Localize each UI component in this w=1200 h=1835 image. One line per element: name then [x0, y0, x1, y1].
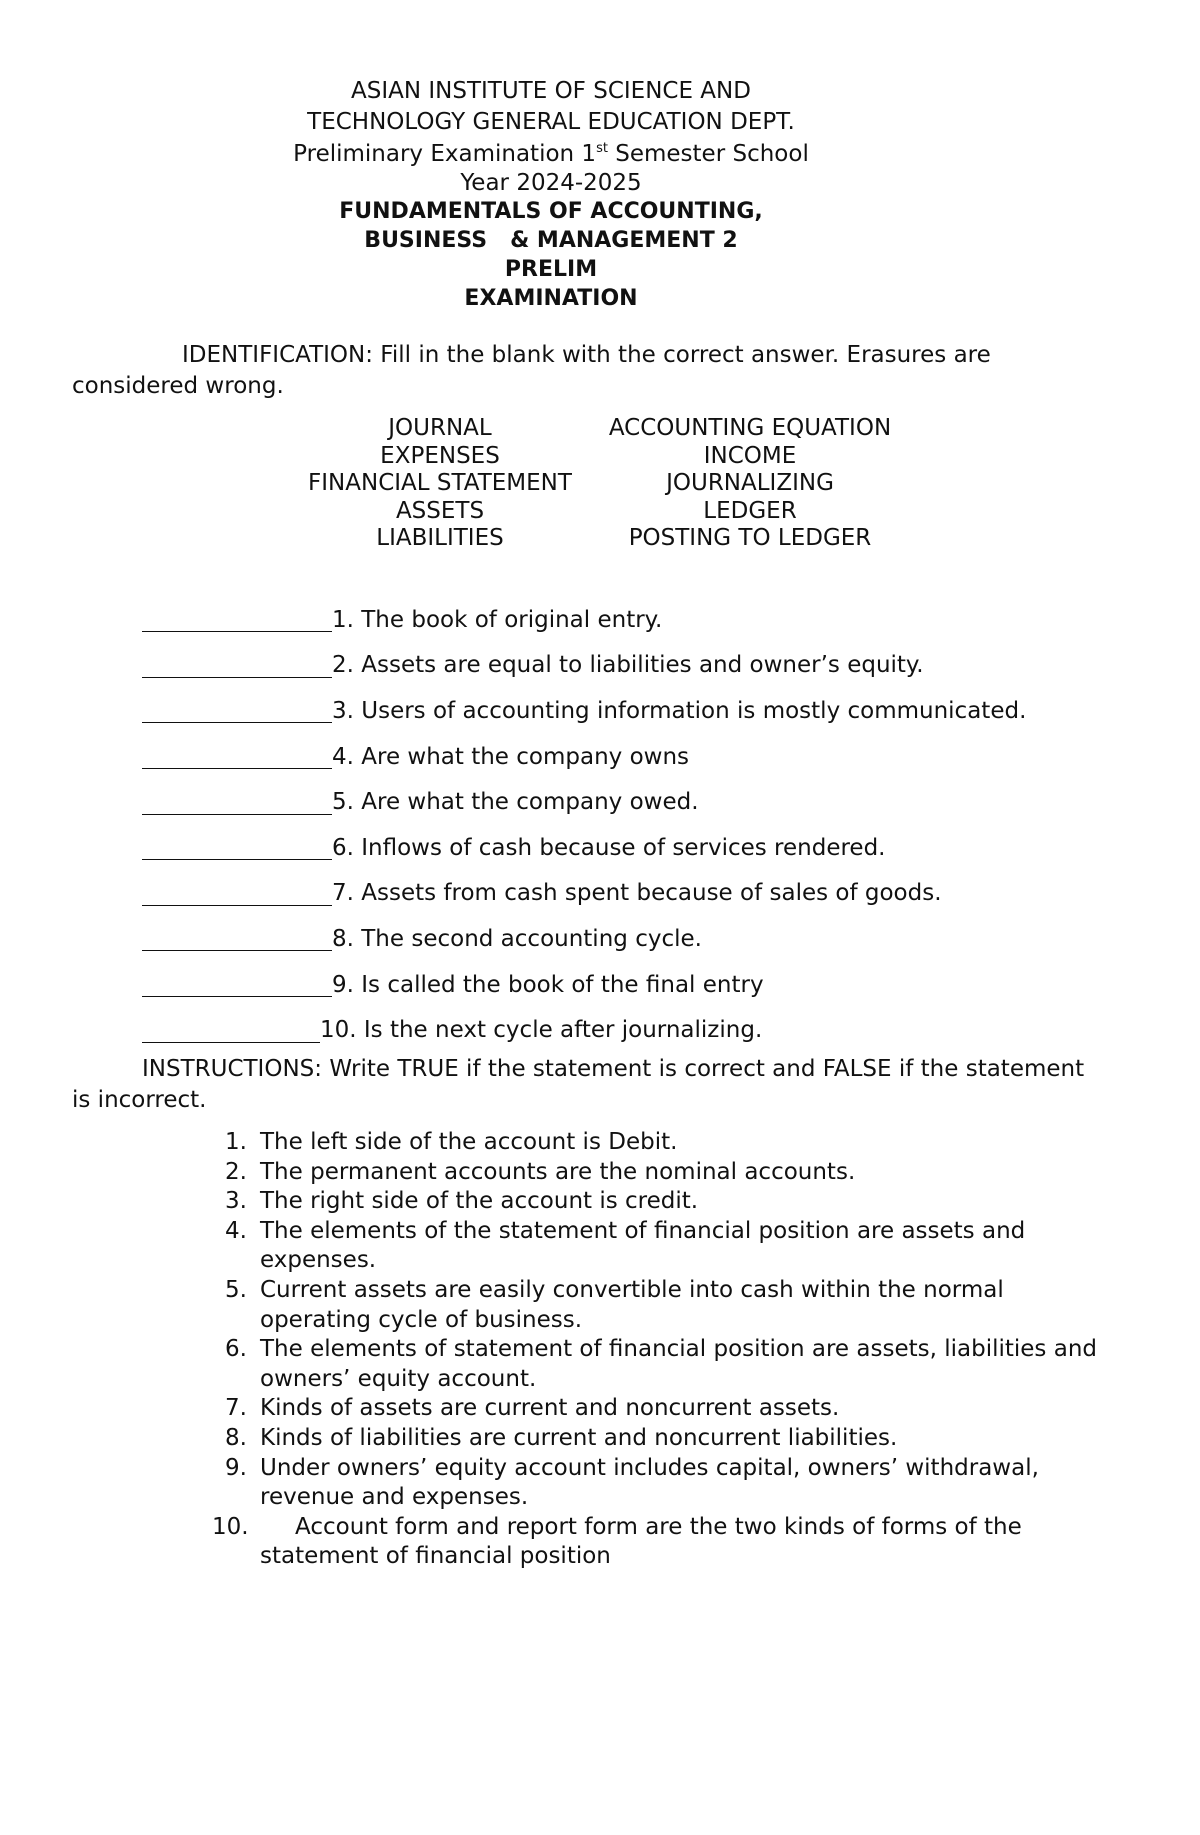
word-bank-term: ASSETS	[395, 497, 485, 524]
true-false-instruction-text: INSTRUCTIONS: Write TRUE if the statement is correct and FALSE if the statement	[142, 1056, 1085, 1082]
answer-blank[interactable]	[142, 607, 332, 632]
fill-in-item	[142, 962, 1142, 1008]
question-text: 8. The second accounting cycle.	[332, 925, 702, 952]
school-year: Year 2024-2025	[460, 170, 642, 196]
item-number: 7.	[225, 1395, 247, 1422]
ordinal-suffix: st	[596, 141, 608, 156]
item-text-continued: expenses.	[260, 1247, 377, 1274]
identification-questions	[142, 597, 1142, 1053]
item-text-continued: revenue and expenses.	[260, 1484, 529, 1511]
subject-title-line2: BUSINESS & MANAGEMENT 2	[364, 228, 738, 253]
item-text: The right side of the account is credit.	[260, 1188, 699, 1215]
word-bank-term: EXPENSES	[380, 442, 500, 469]
word-bank-term: JOURNAL	[388, 415, 492, 441]
word-bank-term: ACCOUNTING EQUATION	[608, 415, 892, 441]
true-false-instructions	[72, 1054, 1132, 1116]
list-item	[200, 1424, 1130, 1454]
answer-blank[interactable]	[142, 972, 332, 997]
item-number: 4.	[225, 1217, 247, 1244]
fill-in-item	[142, 734, 1142, 780]
subject-title-line1: FUNDAMENTALS OF ACCOUNTING,	[339, 199, 763, 224]
item-text: Account form and report form are the two kinds of forms of the	[295, 1513, 1022, 1540]
word-bank-term: POSTING TO LEDGER	[628, 525, 872, 551]
list-item	[200, 1187, 1130, 1217]
item-text-continued: operating cycle of business.	[260, 1306, 583, 1333]
question-text: 2. Assets are equal to liabilities and owner’s equity.	[332, 652, 924, 679]
list-item	[200, 1513, 1130, 1543]
item-text: The elements of statement of financial position are assets, liabilities and	[260, 1336, 1097, 1363]
word-bank-term: LEDGER	[703, 497, 797, 524]
word-bank-term: INCOME	[703, 442, 797, 469]
answer-blank[interactable]	[142, 744, 332, 769]
question-text: 5. Are what the company owed.	[332, 789, 699, 816]
fill-in-item	[142, 779, 1142, 825]
item-text: The left side of the account is Debit.	[260, 1129, 678, 1155]
answer-blank[interactable]	[142, 653, 332, 678]
fill-in-item	[142, 597, 1142, 643]
list-item	[200, 1335, 1130, 1365]
question-text: 6. Inflows of cash because of services rendered.	[332, 834, 886, 861]
item-number: 2.	[225, 1158, 247, 1185]
school-name-line1: ASIAN INSTITUTE OF SCIENCE AND	[351, 78, 751, 104]
list-item	[200, 1158, 1130, 1188]
item-text: The permanent accounts are the nominal accounts.	[260, 1158, 856, 1185]
word-bank-left-column	[290, 415, 590, 553]
answer-blank[interactable]	[142, 1018, 320, 1043]
list-item	[200, 1454, 1130, 1484]
item-text: The elements of the statement of financial position are assets and	[260, 1217, 1026, 1244]
fill-in-item	[142, 871, 1142, 917]
item-number: 3.	[225, 1188, 247, 1215]
word-bank-term: FINANCIAL STATEMENT	[308, 470, 572, 496]
question-text: 10. Is the next cycle after journalizing.	[320, 1017, 763, 1044]
item-text-continued: owners’ equity account.	[260, 1365, 537, 1392]
item-number: 6.	[225, 1336, 247, 1363]
question-text: 3. Users of accounting information is mostly communicated.	[332, 697, 1027, 724]
word-bank-term: LIABILITIES	[376, 525, 504, 551]
word-bank-right-column	[590, 415, 910, 553]
fill-in-item	[142, 688, 1142, 734]
fill-in-item	[142, 1007, 1142, 1053]
item-number: 10.	[212, 1513, 249, 1540]
exam-header	[0, 76, 1102, 313]
answer-blank[interactable]	[142, 835, 332, 860]
list-item	[200, 1394, 1130, 1424]
fill-in-item	[142, 643, 1142, 689]
identification-instruction-text: IDENTIFICATION: Fill in the blank with the correct answer. Erasures are	[182, 342, 991, 368]
exam-period-text: Preliminary Examination 1	[293, 141, 597, 167]
question-text: 1. The book of original entry.	[332, 606, 663, 633]
true-false-instruction-text-2: is incorrect.	[72, 1087, 207, 1113]
item-text: Under owners’ equity account includes capital, owners’ withdrawal,	[260, 1454, 1039, 1481]
exam-title-line1: PRELIM	[504, 257, 598, 282]
exam-period-text-2: Semester School	[607, 141, 809, 167]
question-text: 7. Assets from cash spent because of sales of goods.	[332, 880, 942, 907]
exam-title-line2: EXAMINATION	[464, 286, 638, 311]
list-item	[200, 1128, 1130, 1158]
identification-instructions	[72, 340, 1132, 402]
list-item	[200, 1276, 1130, 1306]
true-false-questions	[200, 1128, 1130, 1572]
item-text: Kinds of assets are current and noncurrent assets.	[260, 1395, 840, 1422]
item-number: 8.	[225, 1424, 247, 1451]
school-name-line2: TECHNOLOGY GENERAL EDUCATION DEPT.	[307, 109, 795, 135]
item-number: 1.	[225, 1129, 247, 1155]
answer-blank[interactable]	[142, 881, 332, 906]
answer-blank[interactable]	[142, 790, 332, 815]
answer-blank[interactable]	[142, 926, 332, 951]
identification-instruction-text-2: considered wrong.	[72, 373, 284, 399]
fill-in-item	[142, 825, 1142, 871]
list-item	[200, 1217, 1130, 1247]
item-text: Kinds of liabilities are current and noncurrent liabilities.	[260, 1424, 898, 1451]
question-text: 4. Are what the company owns	[332, 743, 690, 770]
word-bank-term: JOURNALIZING	[666, 470, 834, 496]
item-number: 9.	[225, 1454, 247, 1481]
fill-in-item	[142, 916, 1142, 962]
question-text: 9. Is called the book of the final entry	[332, 971, 764, 998]
item-text: Current assets are easily convertible into cash within the normal	[260, 1276, 1004, 1303]
answer-blank[interactable]	[142, 698, 332, 723]
exam-period	[0, 139, 1102, 170]
item-number: 5.	[225, 1276, 247, 1303]
item-text-continued: statement of financial position	[260, 1543, 611, 1570]
